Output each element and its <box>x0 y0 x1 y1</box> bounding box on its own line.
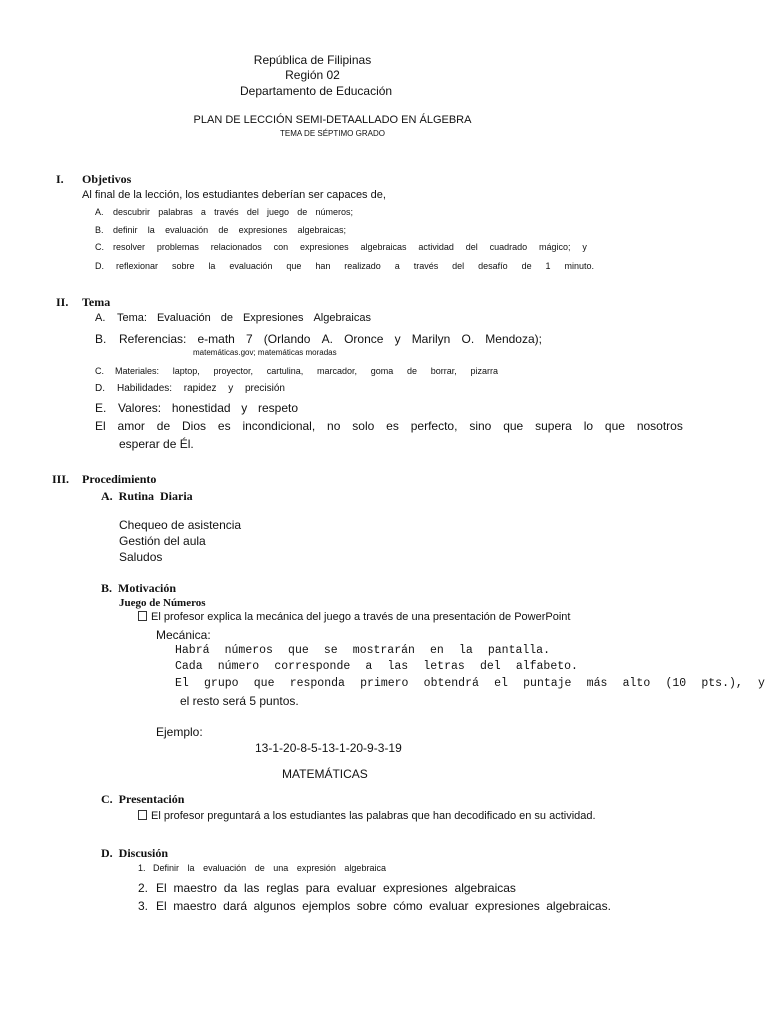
word: y <box>241 401 248 415</box>
word: palabras <box>158 207 193 217</box>
word: 7 <box>245 332 253 346</box>
word: Referencias: <box>119 332 187 346</box>
discussion-3 <box>156 899 611 913</box>
tema-quote-line2: esperar de Él. <box>119 437 194 451</box>
word: responda <box>289 677 345 690</box>
bullet-box-icon <box>138 810 147 820</box>
word: pts.), <box>701 677 743 690</box>
word: honestidad <box>171 401 231 415</box>
word: Cada <box>175 660 203 673</box>
word: supera <box>535 419 572 433</box>
word: se <box>323 644 338 657</box>
word: dará <box>223 899 248 913</box>
subsection-c-title: C. Presentación <box>101 792 185 806</box>
word: evaluación <box>229 261 273 271</box>
tema-d-label: D. <box>95 383 105 394</box>
word: A. <box>321 332 333 346</box>
word: laptop, <box>172 366 200 376</box>
word: las <box>244 881 260 895</box>
word: cartulina, <box>266 366 304 376</box>
routine-item-2: Gestión del aula <box>119 534 206 548</box>
word: evaluación <box>165 225 209 235</box>
word: evaluar <box>429 899 469 913</box>
word: El <box>95 419 106 433</box>
word: mágico; <box>538 242 571 252</box>
word: algebraicas <box>360 242 407 252</box>
word: de <box>254 863 265 873</box>
word: 1 <box>545 261 551 271</box>
word: del <box>465 242 478 252</box>
tema-a <box>117 312 371 324</box>
word: actividad <box>418 242 454 252</box>
tema-b <box>119 332 542 346</box>
tema-b-sub: matemáticas.gov; matemáticas moradas <box>193 348 337 357</box>
word: evaluación <box>203 863 247 873</box>
word: que <box>288 644 309 657</box>
objective-a-label: A. <box>95 207 104 217</box>
section-1-title: Objetivos <box>82 172 132 186</box>
objective-d <box>116 261 594 271</box>
word: Dios <box>182 419 207 433</box>
word: más <box>586 677 608 690</box>
word: corresponde <box>274 660 351 673</box>
discussion-2-label: 2. <box>138 881 149 895</box>
document-title: PLAN DE LECCIÓN SEMI-DETAALLADO EN ÁLGEBRA <box>193 114 472 126</box>
word: (Orlando <box>263 332 311 346</box>
word: números <box>224 644 273 657</box>
section-2-number: II. <box>56 295 69 309</box>
word: el <box>494 677 508 690</box>
word: precisión <box>244 383 285 394</box>
word: números; <box>315 207 353 217</box>
word: borrar, <box>430 366 457 376</box>
routine-item-3: Saludos <box>119 550 163 564</box>
tema-e-label: E. <box>95 401 107 415</box>
word: sino <box>469 419 492 433</box>
word: puntaje <box>523 677 572 690</box>
word: maestro <box>173 881 217 895</box>
word: cuadrado <box>489 242 528 252</box>
objective-a <box>113 207 353 217</box>
word: es <box>217 419 231 433</box>
word: de <box>218 225 229 235</box>
objective-b <box>113 225 346 235</box>
word: letras <box>423 660 465 673</box>
motivation-bullet <box>138 611 570 623</box>
word: mostrarán <box>352 644 415 657</box>
mechanics-line-1 <box>175 644 550 657</box>
word: reglas <box>266 881 299 895</box>
word: que <box>604 419 625 433</box>
word: El <box>156 881 167 895</box>
word: Habilidades: <box>117 383 173 394</box>
word: Materiales: <box>115 366 160 376</box>
word: algunos <box>253 899 296 913</box>
subsection-d-title: D. Discusión <box>101 846 169 860</box>
mechanics-line-3-cont: el resto será 5 puntos. <box>180 694 299 708</box>
word: Definir <box>153 863 180 873</box>
motivation-bullet-text: El profesor explica la mecánica del juego a través de una presentación de PowerPoint <box>151 611 571 623</box>
word: con <box>273 242 289 252</box>
word: solo <box>352 419 375 433</box>
word: da <box>223 881 238 895</box>
section-3-title: Procedimiento <box>82 472 157 486</box>
presentation-bullet-text: El profesor preguntará a los estudiantes las palabras que han decodificado en su actividad. <box>151 810 596 822</box>
word: marcador, <box>316 366 358 376</box>
word: que <box>503 419 524 433</box>
word: Valores: <box>118 401 162 415</box>
word: grupo <box>204 677 239 690</box>
word: lo <box>583 419 594 433</box>
word: cómo <box>393 899 423 913</box>
presentation-bullet <box>138 810 596 822</box>
word: juego <box>267 207 290 217</box>
word: del <box>452 261 465 271</box>
word: una <box>273 863 289 873</box>
word: algebraicas <box>454 881 516 895</box>
word: goma <box>370 366 394 376</box>
word: alto <box>622 677 651 690</box>
word: Mendoza); <box>485 332 542 346</box>
subsection-b-subtitle: Juego de Números <box>119 597 206 609</box>
document-subtitle: TEMA DE SÉPTIMO GRADO <box>280 129 385 138</box>
subsection-b-title: B. Motivación <box>101 581 176 595</box>
word: Algebraicas <box>313 312 371 324</box>
section-3-number: III. <box>52 472 70 486</box>
word: de <box>220 312 233 324</box>
word: desafío <box>478 261 508 271</box>
word: expresiones <box>382 881 448 895</box>
word: y <box>228 383 234 394</box>
word: y <box>394 332 401 346</box>
word: que <box>253 677 275 690</box>
word: pizarra <box>470 366 498 376</box>
mechanics-line-3 <box>175 677 765 690</box>
word: incondicional, <box>242 419 316 433</box>
word: y <box>758 677 765 690</box>
discussion-3-label: 3. <box>138 899 149 913</box>
word: para <box>305 881 330 895</box>
objectives-intro: Al final de la lección, los estudiantes deberían ser capaces de, <box>82 189 386 201</box>
objective-c-label: C. <box>95 242 104 252</box>
word: Evaluación <box>156 312 211 324</box>
word: algebraicas; <box>297 225 346 235</box>
word: sobre <box>356 899 387 913</box>
word: a <box>200 207 206 217</box>
discussion-2 <box>156 881 516 895</box>
tema-c <box>115 366 498 376</box>
word: definir <box>113 225 138 235</box>
tema-d <box>117 383 285 394</box>
discussion-1-label: 1. <box>138 863 146 873</box>
word: la <box>208 261 216 271</box>
word: han <box>315 261 331 271</box>
example-word: MATEMÁTICAS <box>282 767 368 781</box>
word: través <box>413 261 439 271</box>
objective-b-label: B. <box>95 225 104 235</box>
word: a <box>365 660 373 673</box>
discussion-1 <box>153 863 386 873</box>
word: resolver <box>113 242 146 252</box>
word: expresiones <box>238 225 288 235</box>
word: El <box>156 899 167 913</box>
word: Expresiones <box>242 312 304 324</box>
word: ejemplos <box>302 899 351 913</box>
word: de <box>156 419 171 433</box>
word: proyector, <box>213 366 254 376</box>
word: relacionados <box>210 242 262 252</box>
mechanics-label: Mecánica: <box>156 628 211 642</box>
word: respeto <box>257 401 298 415</box>
objective-d-label: D. <box>95 261 104 271</box>
word: reflexionar <box>116 261 159 271</box>
tema-c-label: C. <box>95 366 104 376</box>
word: e-math <box>197 332 235 346</box>
word: nosotros <box>636 419 683 433</box>
word: amor <box>117 419 145 433</box>
word: de <box>521 261 532 271</box>
routine-item-1: Chequeo de asistencia <box>119 518 242 532</box>
word: Tema: <box>117 312 147 324</box>
example-label: Ejemplo: <box>156 725 203 739</box>
word: expresiones <box>300 242 349 252</box>
word: Oronce <box>344 332 384 346</box>
word: minuto. <box>564 261 594 271</box>
tema-e <box>118 401 298 415</box>
word: es <box>386 419 399 433</box>
word: descubrir <box>113 207 151 217</box>
word: en <box>430 644 444 657</box>
word: evaluar <box>336 881 377 895</box>
section-2-title: Tema <box>82 295 111 309</box>
word: El <box>175 677 189 690</box>
tema-a-label: A. <box>95 312 106 324</box>
word: a <box>394 261 400 271</box>
word: maestro <box>173 899 217 913</box>
word: la <box>458 644 473 657</box>
word: expresiones <box>475 899 540 913</box>
bullet-box-icon <box>138 611 147 621</box>
word: rapidez <box>183 383 217 394</box>
word: expresión <box>296 863 336 873</box>
word: del <box>246 207 259 217</box>
word: sobre <box>171 261 195 271</box>
header-region: Región 02 <box>285 68 340 82</box>
word: que <box>286 261 302 271</box>
word: de <box>297 207 308 217</box>
word: algebraica <box>344 863 386 873</box>
word: del <box>479 660 501 673</box>
word: no <box>327 419 341 433</box>
word: y <box>582 242 587 252</box>
word: obtendrá <box>423 677 479 690</box>
word: (10 <box>665 677 687 690</box>
word: la <box>147 225 155 235</box>
subsection-a-title: A. Rutina Diaria <box>101 489 193 503</box>
word: Habrá <box>175 644 210 657</box>
word: las <box>387 660 409 673</box>
word: número <box>217 660 260 673</box>
word: pantalla. <box>487 644 550 657</box>
word: problemas <box>156 242 199 252</box>
word: O. <box>461 332 475 346</box>
header-department: Departamento de Educación <box>240 84 393 98</box>
example-code: 13-1-20-8-5-13-1-20-9-3-19 <box>255 741 402 755</box>
section-1-number: I. <box>56 172 64 186</box>
tema-b-label: B. <box>95 332 107 346</box>
word: primero <box>360 677 409 690</box>
header-country: República de Filipinas <box>253 53 372 67</box>
word: de <box>406 366 417 376</box>
word: realizado <box>344 261 381 271</box>
word: algebraicas. <box>546 899 611 913</box>
mechanics-line-2 <box>175 660 578 673</box>
tema-quote-line1 <box>95 419 683 433</box>
word: Marilyn <box>411 332 451 346</box>
word: perfecto, <box>410 419 458 433</box>
word: la <box>187 863 195 873</box>
word: alfabeto. <box>515 660 578 673</box>
word: través <box>214 207 239 217</box>
objective-c <box>113 242 587 252</box>
